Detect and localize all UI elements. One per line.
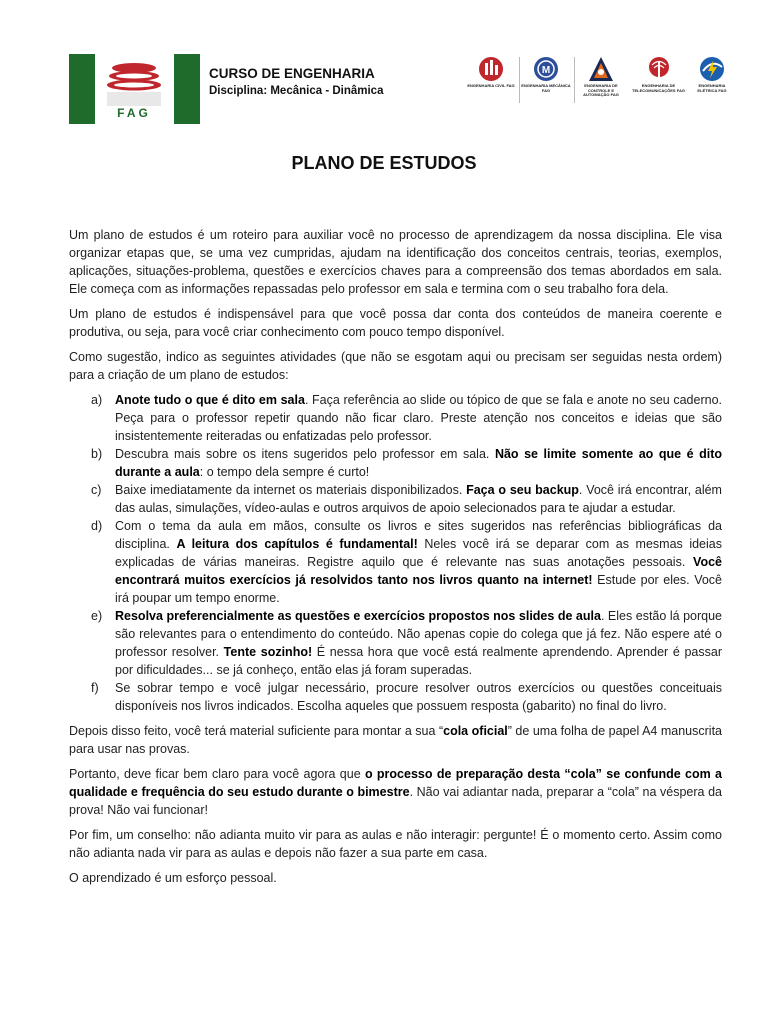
list-marker: e) [91, 609, 103, 623]
closing-section [69, 722, 722, 887]
body-paragraph: Um plano de estudos é indispensável para que você possa dar conta dos conteúdos de maneira coerente e produtiva, ou seja, para você criar conhecimento com pouco tempo disponível. [69, 307, 722, 339]
engineering-logos [466, 55, 734, 105]
body-text: Portanto, deve ficar bem claro para você agora que [69, 767, 365, 781]
body-text: : o tempo dela sempre é curto! [199, 465, 370, 479]
body-text: Baixe imediatamente da internet os materiais disponibilizados. [115, 483, 467, 497]
page-header [0, 0, 768, 140]
logo-divider [519, 57, 520, 103]
emphasis-text: cola oficial [443, 724, 508, 738]
list-item [69, 679, 722, 715]
body-text: . Não vai adiantar nada, preparar a “cola” na véspera da prova! Não vai funcionar! [69, 785, 722, 817]
body-text: Estude por eles. Você irá poupar um tempo enorme. [115, 573, 722, 605]
discipline-label: Disciplina: Mecânica - Dinâmica [209, 85, 384, 97]
eng-logo-label: ENGENHARIA DE TELECOMUNICAÇÕES FAG [632, 83, 685, 93]
civil-engineering-icon [476, 55, 506, 83]
emphasis-text: A leitura dos capítulos é fundamental! [176, 537, 418, 551]
activity-list [69, 391, 722, 715]
emphasis-text: o processo de preparação desta “cola” se confunde com a qualidade e frequência do seu estudo durante o bimestre [69, 767, 722, 799]
body-text: Com o tema da aula em mãos, consulte os livros e sites sugeridos nas referências bibliográficas da disciplina. [115, 519, 722, 551]
body-text: . Faça referência ao slide ou tópico de que se fala e anote no seu caderno. Peça para o professor repetir quando não ficar claro. Preste atenção nos conceitos e ideias que são insistentemente reiteradas ou enfatizadas pelo professor. [115, 393, 722, 443]
fag-logo [69, 54, 200, 124]
body-text: É nessa hora que você está realmente aprendendo. Aprender é passar por dificuldades... se já conheço, então elas já foram superadas. [115, 645, 722, 677]
control-automation-icon [586, 55, 616, 83]
list-marker: d) [91, 519, 103, 533]
page-title: PLANO DE ESTUDOS [291, 153, 477, 173]
body-text: Depois disso feito, você terá material suficiente para montar a sua “ [69, 724, 444, 738]
list-item [69, 607, 722, 679]
list-item [69, 481, 722, 517]
body-text: O aprendizado é um esforço pessoal. [69, 871, 277, 885]
body-text: . Você irá encontrar, além das aulas, simulações, vídeo-aulas e outros arquivos de apoio selecionados para te ajudar a estudar. [115, 483, 722, 515]
body-text: ” de uma folha de papel A4 manuscrita para usar nas provas. [69, 724, 722, 756]
emphasis-text: Tente sozinho! [223, 645, 313, 659]
eng-logo-label: ENGENHARIA ELÉTRICA FAG [697, 83, 727, 93]
list-item [69, 445, 722, 481]
body-text: Por fim, um conselho: não adianta muito vir para as aulas e não interagir: pergunte! É o momento certo. Assim como não adianta nada vir para as aulas e depois não fazer a sua parte em casa. [69, 828, 722, 860]
emphasis-text: Não se limite somente ao que é dito durante a aula [115, 447, 722, 479]
list-marker: a) [91, 393, 103, 407]
electrical-engineering-logo [690, 55, 734, 105]
emphasis-text: Resolva preferencialmente as questões e exercícios propostos nos slides de aula [115, 609, 601, 623]
logo-divider [574, 57, 575, 103]
body-paragraph [69, 722, 722, 758]
list-item [69, 517, 722, 607]
civil-engineering-logo [466, 55, 516, 105]
body-text: Neles você irá se deparar com as mesmas ideias explicadas de várias maneiras. Registre aquilo que é relevante nas suas anotações pessoais. [115, 537, 722, 569]
emphasis-text: Você encontrará muitos exercícios já resolvidos tanto nos livros quanto na internet! [115, 555, 722, 587]
mechanical-engineering-logo [521, 55, 571, 105]
electrical-engineering-icon [697, 55, 727, 83]
list-marker: c) [91, 483, 102, 497]
document-body [69, 226, 722, 894]
body-text: . Eles estão lá porque são relevantes para o entendimento do conteúdo. Não apenas copie do colega que já fez. Não espere até o professor resolver. [115, 609, 722, 659]
eng-logo-label: ENGENHARIA CIVIL FAG [467, 83, 515, 88]
body-paragraph: Como sugestão, indico as seguintes atividades (que não se esgotam aqui ou precisam ser seguidas nesta ordem) para a criação de um plano de estudos: [69, 350, 722, 382]
list-marker: f) [91, 681, 99, 695]
body-text: Descubra mais sobre os itens sugeridos pelo professor em sala. [115, 447, 495, 461]
eng-logo-label: ENGENHARIA DE CONTROLE E AUTOMAÇÃO FAG [583, 83, 619, 98]
fag-logo-text: FAG [117, 106, 151, 120]
eng-logo-label: ENGENHARIA MECÂNICA FAG [521, 83, 571, 93]
telecom-engineering-icon [644, 55, 674, 83]
telecom-engineering-logo [631, 55, 686, 105]
list-marker: b) [91, 447, 103, 461]
body-paragraph [69, 765, 722, 819]
body-paragraph [69, 869, 722, 887]
course-title: CURSO DE ENGENHARIA [209, 66, 375, 81]
body-text: Se sobrar tempo e você julgar necessário, procure resolver outros exercícios ou questões conceituais disponíveis nos livros indicados. Escolha aqueles que possuem resposta (gabarito) no final do livro. [115, 681, 722, 713]
intro-section [69, 226, 722, 384]
body-paragraph: Um plano de estudos é um roteiro para auxiliar você no processo de aprendizagem da nossa disciplina. Ele visa organizar etapas que, se uma vez cumpridas, ajudam na identificação dos conceitos centrais, teorias, exemplos, aplicações, situações-problema, questões e exercícios chaves para a compreensão dos temas abordados em sala. Ele começa com as informações repassadas pelo professor em sala e termina com o seu trabalho fora dela. [69, 228, 722, 296]
emphasis-text: Faça o seu backup [466, 483, 579, 497]
body-paragraph [69, 826, 722, 862]
svg-text:M: M [541, 65, 551, 76]
mechanical-engineering-icon [531, 55, 561, 83]
control-automation-logo [576, 55, 626, 105]
emphasis-text: Anote tudo o que é dito em sala [115, 393, 305, 407]
list-item [69, 391, 722, 445]
